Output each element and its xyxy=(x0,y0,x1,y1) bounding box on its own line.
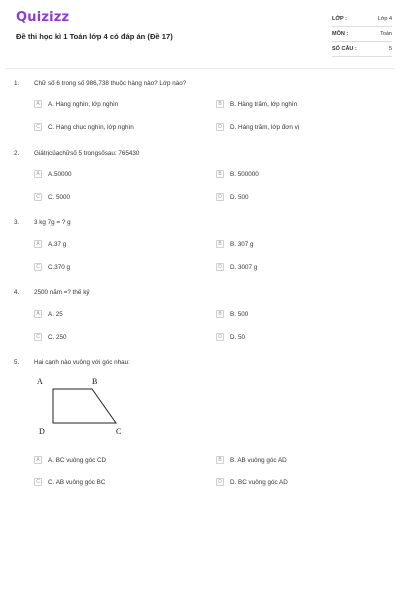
option-letter-box: B xyxy=(216,240,224,248)
info-panel xyxy=(332,12,392,57)
option-c[interactable] xyxy=(34,333,67,341)
option-text: D. 3007 g xyxy=(230,263,258,271)
option-a[interactable] xyxy=(34,240,66,248)
option-c[interactable] xyxy=(34,478,105,486)
option-b[interactable] xyxy=(216,170,259,178)
option-letter-box: A xyxy=(34,100,42,108)
option-letter-box: D xyxy=(216,193,224,201)
vertex-label-c: C xyxy=(116,427,122,436)
question-text: Giátrịcủachữsố 5 trongsốsau: 765430 xyxy=(34,150,140,157)
question-text: 2500 năm =? thế kỷ xyxy=(34,289,90,296)
info-key: MÔN : xyxy=(332,31,349,37)
info-value: 5 xyxy=(388,46,392,52)
option-text: D. Hàng trăm, lớp đơn vị xyxy=(230,123,300,131)
option-b[interactable] xyxy=(216,310,248,318)
info-row-subject xyxy=(332,27,392,42)
info-row-count xyxy=(332,42,392,57)
option-letter-box: D xyxy=(216,478,224,486)
option-c[interactable] xyxy=(34,193,70,201)
question-text: Chữ số 6 trong số 986,738 thuộc hàng nào? Lớp nào? xyxy=(34,80,187,87)
option-text: A. 25 xyxy=(48,310,63,318)
option-letter-box: C xyxy=(34,478,42,486)
option-text: B. 307 g xyxy=(230,240,254,248)
option-text: B. 500000 xyxy=(230,170,259,178)
vertex-label-a: A xyxy=(37,377,43,386)
question-text: Hai cạnh nào vuông với góc nhau: xyxy=(34,359,130,366)
info-row-class xyxy=(332,12,392,27)
option-c[interactable] xyxy=(34,263,70,271)
option-text: A.37 g xyxy=(48,240,67,248)
page-title: Đề thi học kì 1 Toán lớp 4 có đáp án (Đề 17) xyxy=(16,32,173,41)
option-text: C. 250 xyxy=(48,333,67,341)
option-text: C.370 g xyxy=(48,263,71,271)
info-key: LỚP : xyxy=(332,16,347,22)
option-letter-box: B xyxy=(216,456,224,464)
option-letter-box: C xyxy=(34,333,42,341)
option-a[interactable] xyxy=(34,310,63,318)
question-number: 4. xyxy=(14,289,20,296)
trapezoid-figure xyxy=(36,375,136,439)
option-letter-box: A xyxy=(34,456,42,464)
option-d[interactable] xyxy=(216,333,245,341)
option-c[interactable] xyxy=(34,123,134,131)
info-value: Lớp 4 xyxy=(377,16,392,22)
option-letter-box: B xyxy=(216,170,224,178)
option-letter-box: B xyxy=(216,100,224,108)
question-number: 1. xyxy=(14,80,20,87)
option-b[interactable] xyxy=(216,100,297,108)
option-text: D. 500 xyxy=(230,193,249,201)
option-text: C. Hàng chục nghìn, lớp nghìn xyxy=(48,123,134,131)
option-letter-box: D xyxy=(216,263,224,271)
option-text: A. Hàng nghìn, lớp nghìn xyxy=(48,100,119,108)
option-letter-box: C xyxy=(34,263,42,271)
option-letter-box: D xyxy=(216,333,224,341)
option-text: C. AB vuông góc BC xyxy=(48,478,106,486)
option-letter-box: A xyxy=(34,240,42,248)
option-letter-box: C xyxy=(34,193,42,201)
option-a[interactable] xyxy=(34,456,106,464)
option-letter-box: D xyxy=(216,123,224,131)
info-value: Toán xyxy=(380,31,392,37)
option-text: A.50000 xyxy=(48,170,72,178)
option-text: C. 5000 xyxy=(48,193,71,201)
option-letter-box: A xyxy=(34,170,42,178)
option-b[interactable] xyxy=(216,240,253,248)
option-a[interactable] xyxy=(34,100,118,108)
question-number: 5. xyxy=(14,359,20,366)
option-letter-box: B xyxy=(216,310,224,318)
option-d[interactable] xyxy=(216,478,288,486)
option-a[interactable] xyxy=(34,170,71,178)
option-text: B. AB vuông góc AD xyxy=(230,456,287,464)
question-text: 3 kg 7g = ? g xyxy=(34,219,71,226)
vertex-label-d: D xyxy=(39,427,45,436)
info-key: SỐ CÂU : xyxy=(332,46,357,52)
option-d[interactable] xyxy=(216,193,249,201)
option-text: A. BC vuông góc CD xyxy=(48,456,107,464)
header-divider xyxy=(6,68,394,69)
option-d[interactable] xyxy=(216,123,299,131)
vertex-label-b: B xyxy=(92,377,98,386)
option-text: D. 50 xyxy=(230,333,246,341)
option-d[interactable] xyxy=(216,263,257,271)
option-letter-box: C xyxy=(34,123,42,131)
option-b[interactable] xyxy=(216,456,287,464)
quizizz-logo: Quizizz xyxy=(16,10,70,25)
option-text: B. 500 xyxy=(230,310,249,318)
option-letter-box: A xyxy=(34,310,42,318)
question-number: 2. xyxy=(14,150,20,157)
option-text: D. BC vuông góc AD xyxy=(230,478,288,486)
question-number: 3. xyxy=(14,219,20,226)
option-text: B. Hàng trăm, lớp nghìn xyxy=(230,100,298,108)
